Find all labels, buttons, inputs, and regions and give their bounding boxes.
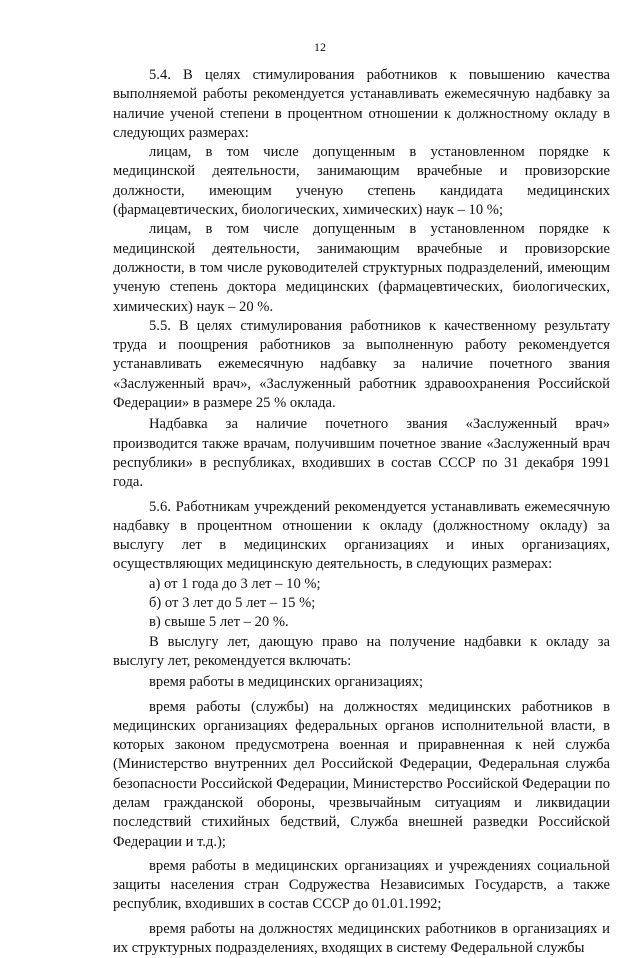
paragraph-federal-service: время работы (службы) на должностях медицинских работников в медицинских организациях федеральных органов исполнительной власти, в которых законом предусмотрена военная и приравненная к ней служба (Министерство внутренних дел Российской Федерации, Федеральная служба безопасности Российской Федерации, Министерство Российской Федерации по делам гражданской обороны, чрезвычайным ситуациям и ликвидации последствий стихийных бедствий, Служба внешней разведки Российской Федерации и т.д.);: [113, 698, 610, 850]
paragraph-5-5: 5.5. В целях стимулирования работников к качественному результату труда и поощрения работников за выполненную работу рекомендуется устанавливать ежемесячную надбавку за наличие почетного звания «Заслуженный врач», «Заслуженный работник здравоохранения Российской Федерации» в размере 25 % оклада.: [113, 317, 610, 412]
paragraph-doctor-degree: лицам, в том числе допущенным в установленном порядке к медицинской деятельности, занимающим врачебные и провизорские должности, в том числе руководителей структурных подразделений, имеющим ученую степень доктора медицинских (фармацевтических, биологических, химических) наук – 20 %.: [113, 221, 610, 315]
paragraph-federal-system: время работы на должностях медицинских работников в организациях и их структурных подразделениях, входящих в систему Федеральной службы: [113, 920, 610, 957]
document-body: [113, 66, 610, 958]
list-item-c: в) свыше 5 лет – 20 %.: [149, 614, 289, 631]
page-number: 12: [314, 40, 326, 54]
paragraph-medical-orgs: время работы в медицинских организациях;: [149, 674, 424, 691]
list-item-a: а) от 1 года до 3 лет – 10 %;: [149, 575, 321, 592]
paragraph-cis: время работы в медицинских организациях и учреждениях социальной защиты населения стран Содружества Независимых Государств, а также республик, входивших в состав СССР до 01.01.1992;: [113, 857, 610, 913]
paragraph-candidate-degree: лицам, в том числе допущенным в установленном порядке к медицинской деятельности, занимающим врачебные и провизорские должности, имеющим ученую степень кандидата медицинских (фармацевтических, биологических, химических) наук – 10 %;: [113, 144, 610, 219]
paragraph-5-6: 5.6. Работникам учреждений рекомендуется устанавливать ежемесячную надбавку в процентном отношении к окладу (должностному окладу) за выслугу лет в медицинских организациях и иных организациях, осуществляющих медицинскую деятельность, в следующих размерах:: [113, 498, 610, 573]
paragraph-honorary-title: Надбавка за наличие почетного звания «Заслуженный врач» производится также врачам, получившим почетное звание «Заслуженный врач республики» в республиках, входивших в состав СССР по 31 декабря 1991 года.: [113, 416, 610, 491]
paragraph-seniority-intro: В выслугу лет, дающую право на получение надбавки к окладу за выслугу лет, рекомендуется включать:: [113, 633, 610, 669]
list-item-b: б) от 3 лет до 5 лет – 15 %;: [149, 595, 316, 612]
paragraph-5-4: 5.4. В целях стимулирования работников к повышению качества выполняемой работы рекомендуется устанавливать ежемесячную надбавку за наличие ученой степени в процентном отношении к должностному окладу в следующих размерах:: [113, 67, 610, 141]
